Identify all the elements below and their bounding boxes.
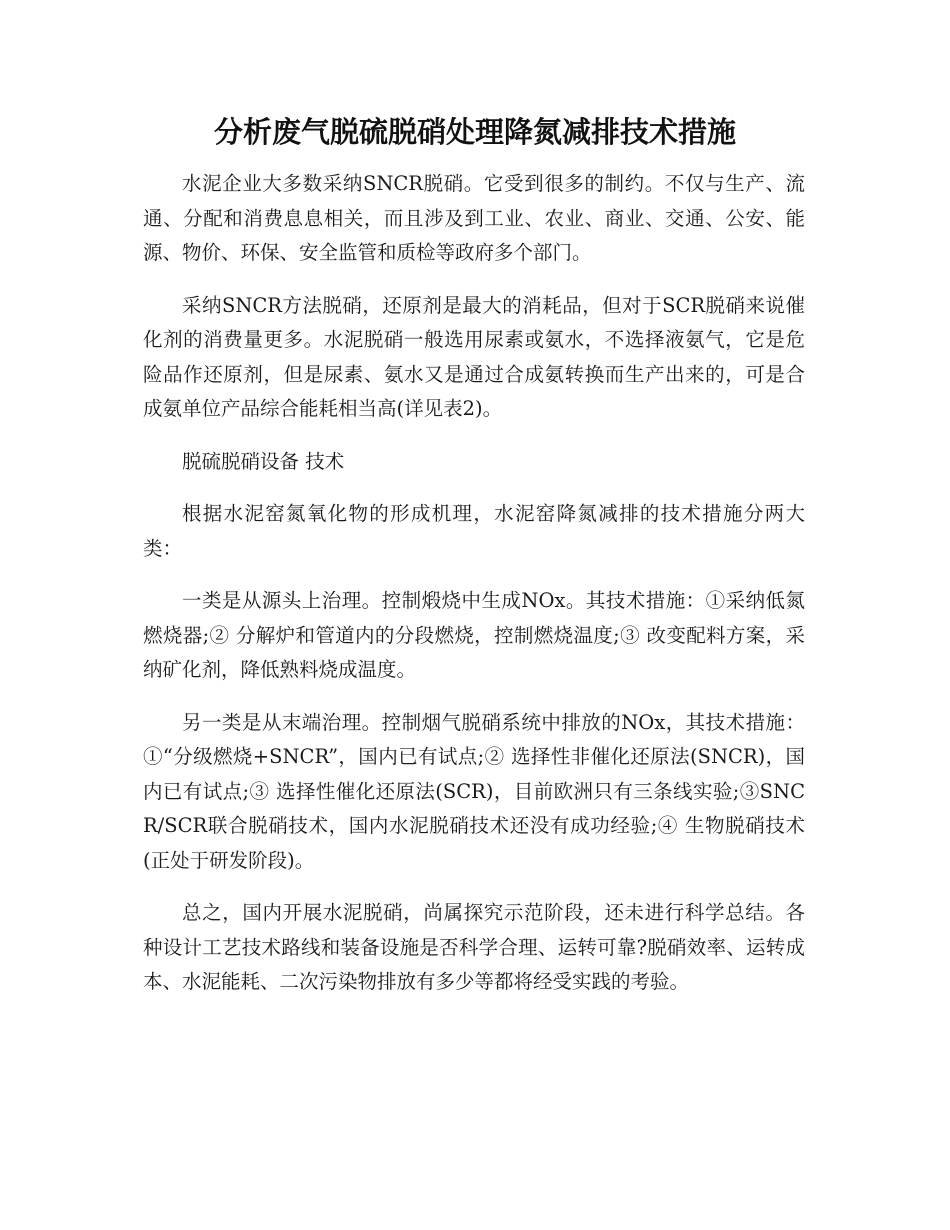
paragraph-4: 一类是从源头上治理。控制煅烧中生成NOx。其技术措施：①采纳低氮燃烧器;② 分解炉和管道内的分段燃烧，控制燃烧温度;③ 改变配料方案，采纳矿化剂，降低熟料烧成温度。 (143, 589, 805, 681)
document-body (143, 167, 805, 1018)
paragraph-5: 另一类是从末端治理。控制烟气脱硝系统中排放的NOx，其技术措施：①“分级燃烧+SNCR”，国内已有试点;② 选择性非催化还原法(SNCR)，国内已有试点;③ 选择性催化还原法(SCR)，目前欧洲只有三条线实验;③SNCR/SCR联合脱硝技术，国内水泥脱硝技术还没有成功经验;④ 生物脱硝技术(正处于研发阶段)。 (143, 710, 805, 872)
paragraph-6: 总之，国内开展水泥脱硝，尚属探究示范阶段，还未进行科学总结。各种设计工艺技术路线和装备设施是否科学合理、运转可靠?脱硝效率、运转成本、水泥能耗、二次污染物排放有多少等都将经受实践的考验。 (143, 901, 805, 993)
document-title: 分析废气脱硫脱硝处理降氮减排技术措施 (213, 115, 736, 149)
paragraph-3: 根据水泥窑氮氧化物的形成机理，水泥窑降氮减排的技术措施分两大类： (143, 502, 805, 560)
paragraph-1: 水泥企业大多数采纳SNCR脱硝。它受到很多的制约。不仅与生产、流通、分配和消费息息相关，而且涉及到工业、农业、商业、交通、公安、能源、物价、环保、安全监管和质检等政府多个部门。 (143, 172, 805, 264)
section-heading: 脱硫脱硝设备 技术 (182, 449, 345, 473)
paragraph-2: 采纳SNCR方法脱硝，还原剂是最大的消耗品，但对于SCR脱硝来说催化剂的消费量更多。水泥脱硝一般选用尿素或氨水，不选择液氨气，它是危险品作还原剂，但是尿素、氨水又是通过合成氨转换而生产出来的，可是合成氨单位产品综合能耗相当高(详见表2)。 (143, 293, 805, 420)
